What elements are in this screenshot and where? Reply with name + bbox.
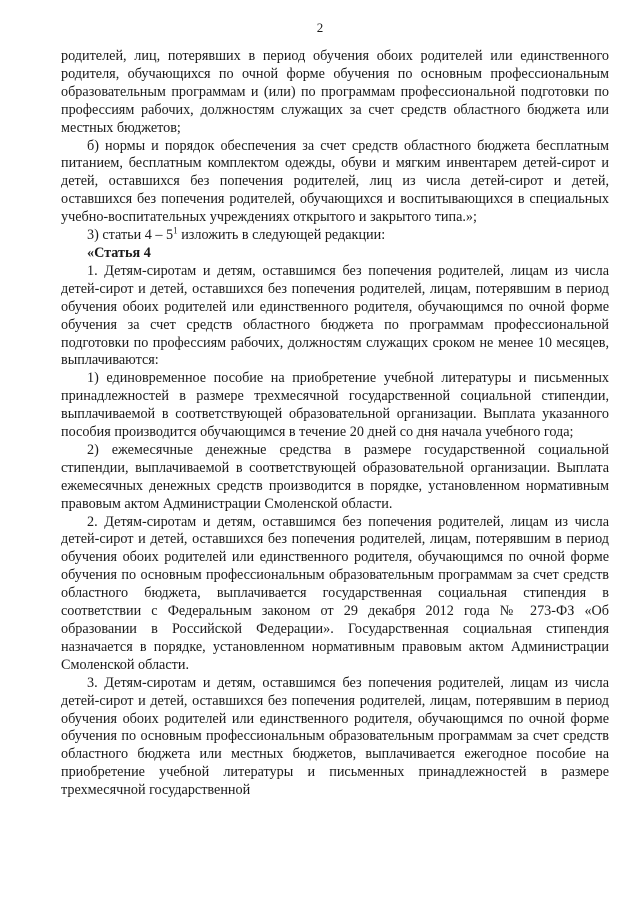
document-body	[61, 48, 609, 800]
paragraph-item-b: б) нормы и порядок обеспечения за счет средств областного бюджета бесплатным питанием, бесплатным комплектом одежды, обуви и мягким инвентарем детей-сирот и детей, оставшихся без попечения родителей, лиц из числа детей-сирот и детей, оставшихся без попечения родителей, обучающихся и воспитывающихся в специальных учебно-воспитательных учреждениях открытого и закрытого типа.»;	[61, 137, 609, 226]
article-4-clause-1: 1. Детям-сиротам и детям, оставшимся без попечения родителей, лицам из числа детей-сирот и детей, оставшихся без попечения родителей, лицам, потерявшим в период обучения обоих родителей или единственного родителя, обучающимся по очной форме обучения за счет средств областного бюджета по программам профессиональной подготовки по профессиям рабочих, должностям служащих сроком не менее 10 месяцев, выплачиваются:	[61, 262, 609, 369]
paragraph-item-3	[61, 227, 609, 245]
article-4-clause-3: 3. Детям-сиротам и детям, оставшимся без попечения родителей, лицам из числа детей-сирот и детей, оставшихся без попечения родителей, лицам, потерявшим в период обучения обоих родителей или единственного родителя, обучающимся по очной форме обучения по основным профессиональным образовательным программам за счет средств областного бюджета или местных бюджетов, выплачивается ежегодное пособие на приобретение учебной литературы и письменных принадлежностей в размере трехмесячной государственной	[61, 674, 609, 799]
paragraph-item-3-text: 3) статьи 4 – 5	[87, 227, 174, 244]
paragraph-item-3-tail: изложить в следующей редакции:	[177, 227, 386, 244]
superscript-1: 1	[173, 225, 178, 236]
article-4-clause-2: 2. Детям-сиротам и детям, оставшимся без попечения родителей, лицам из числа детей-сирот и детей, оставшихся без попечения родителей, лицам, потерявшим в период обучения обоих родителей или единственного родителя, обучающимся по очной форме обучения по основным профессиональным образовательным программам за счет средств областного бюджета, выплачивается государственная социальная стипендия в соответствии с Федеральным законом от 29 декабря 2012 года № 273-ФЗ «Об образовании в Российской Федерации». Государственная социальная стипендия назначается в порядке, установленном нормативным правовым актом Администрации Смоленской области.	[61, 513, 609, 673]
page-number: 2	[316, 20, 324, 35]
article-4-clause-1-subitem-2: 2) ежемесячные денежные средства в размере государственной социальной стипендии, выплачиваемой в соответствующей образовательной организации. Выплата ежемесячных денежных средств производится в порядке, установленном нормативным правовым актом Администрации Смоленской области.	[61, 441, 609, 512]
article-4-heading: «Статья 4	[87, 244, 151, 261]
paragraph-continuation: родителей, лиц, потерявших в период обучения обоих родителей или единственного родителя, обучающихся по очной форме обучения по основным профессиональным образовательным программам и (или) по программам профессиональной подготовки по профессиям рабочих, должностям служащих за счет средств областного бюджета или местных бюджетов;	[61, 48, 609, 136]
article-4-clause-1-subitem-1: 1) единовременное пособие на приобретение учебной литературы и письменных принадлежностей в размере трехмесячной государственной социальной стипендии, выплачиваемой в соответствующей образовательной организации. Выплата указанного пособия производится обучающимся в течение 20 дней со дня начала учебного года;	[61, 370, 609, 441]
